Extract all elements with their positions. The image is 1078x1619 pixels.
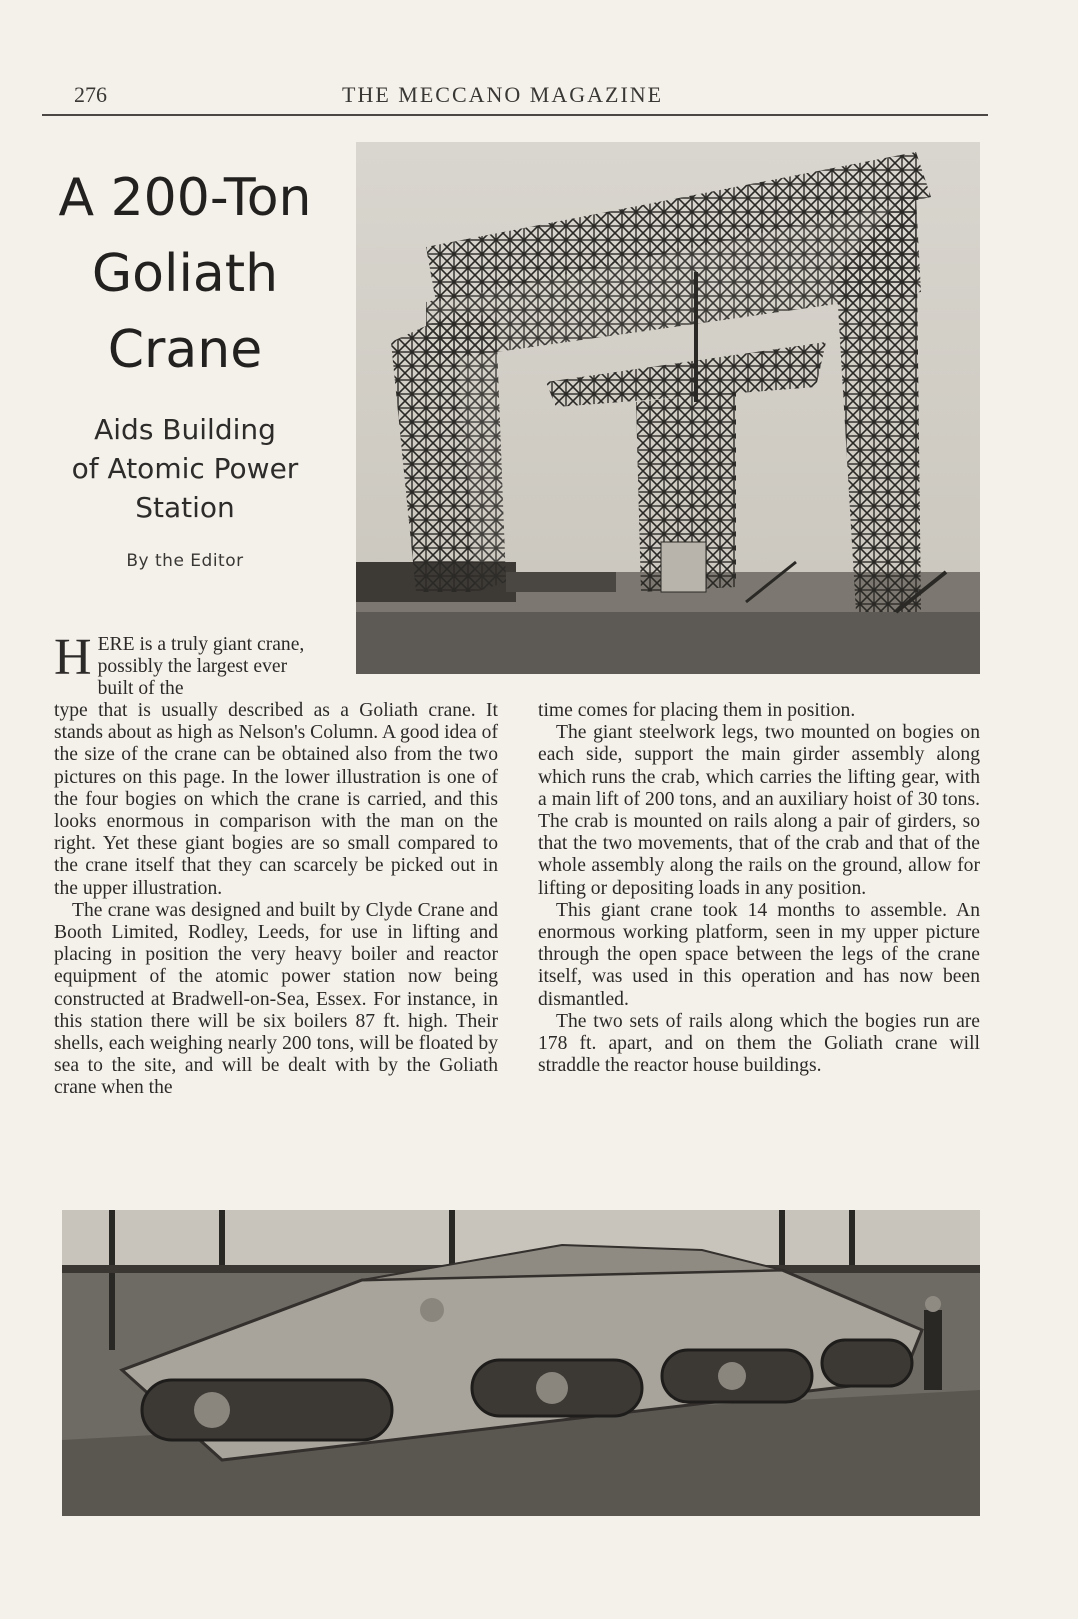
page-number: 276 [74, 82, 107, 107]
magazine-title: THE MECCANO MAGAZINE [342, 82, 664, 107]
body-paragraph: The giant steelwork legs, two mounted on bogies on each side, support the main girder assembly along which runs the crab, which carries the lifting gear, with a main lift of 200 tons, and an auxiliary hoist of 30 tons. The crab is mounted on rails along a pair of girders, so that the two movements, that of the crab and that of the whole assembly along the rails on the ground, allow for lifting or depositing loads in any position. [538, 722, 980, 899]
subtitle-line: Station [135, 491, 235, 524]
subtitle-line: Aids Building [94, 413, 276, 446]
goliath-crane-illustration [356, 142, 980, 674]
body-column-left [54, 700, 498, 1100]
running-header [42, 80, 988, 116]
crane-bogie-photo [62, 1210, 980, 1516]
drop-cap: H [54, 629, 92, 686]
article-subtitle [40, 410, 330, 527]
title-block [40, 160, 330, 571]
body-paragraph: The two sets of rails along which the bogies run are 178 ft. apart, and on them the Goliath crane will straddle the reactor house buildings. [538, 1010, 980, 1077]
subtitle-line: of Atomic Power [71, 452, 299, 485]
article-title [40, 160, 330, 388]
lead-paragraph [54, 629, 316, 701]
byline: By the Editor [126, 551, 244, 571]
goliath-crane-photo [356, 142, 980, 674]
body-column-right [538, 700, 980, 1077]
body-paragraph: The crane was designed and built by Clyde Crane and Booth Limited, Rodley, Leeds, for use in lifting and placing in position the very heavy boiler and reactor equipment of the atomic power station now being constructed at Bradwell-on-Sea, Essex. For instance, in this station there will be six boilers 87 ft. high. Their shells, each weighing nearly 200 tons, will be floated by sea to the site, and will be dealt with by the Goliath crane when the [54, 899, 498, 1099]
body-paragraph: This giant crane took 14 months to assemble. An enormous working platform, seen in my upper picture through the open space between the legs of the crane itself, was used in this operation and has now been dismantled. [538, 899, 980, 1010]
header-rule [42, 114, 988, 116]
title-line: Crane [107, 320, 263, 380]
title-line: A 200-Ton [58, 168, 312, 228]
lead-text: ERE is a truly giant crane, possibly the largest ever built of the [97, 634, 305, 700]
title-line: Goliath [91, 244, 279, 304]
body-paragraph: type that is usually described as a Goliath crane. It stands about as high as Nelson's Column. A good idea of the size of the crane can be obtained also from the two pictures on this page. In the lower illustration is one of the four bogies on which the crane is carried, and this looks enormous in comparison with the man on the right. Yet these giant bogies are so small compared to the crane itself that they can scarcely be picked out in the upper illustration. [54, 700, 498, 899]
body-paragraph: time comes for placing them in position. [538, 700, 856, 721]
crane-bogie-illustration [62, 1210, 980, 1516]
